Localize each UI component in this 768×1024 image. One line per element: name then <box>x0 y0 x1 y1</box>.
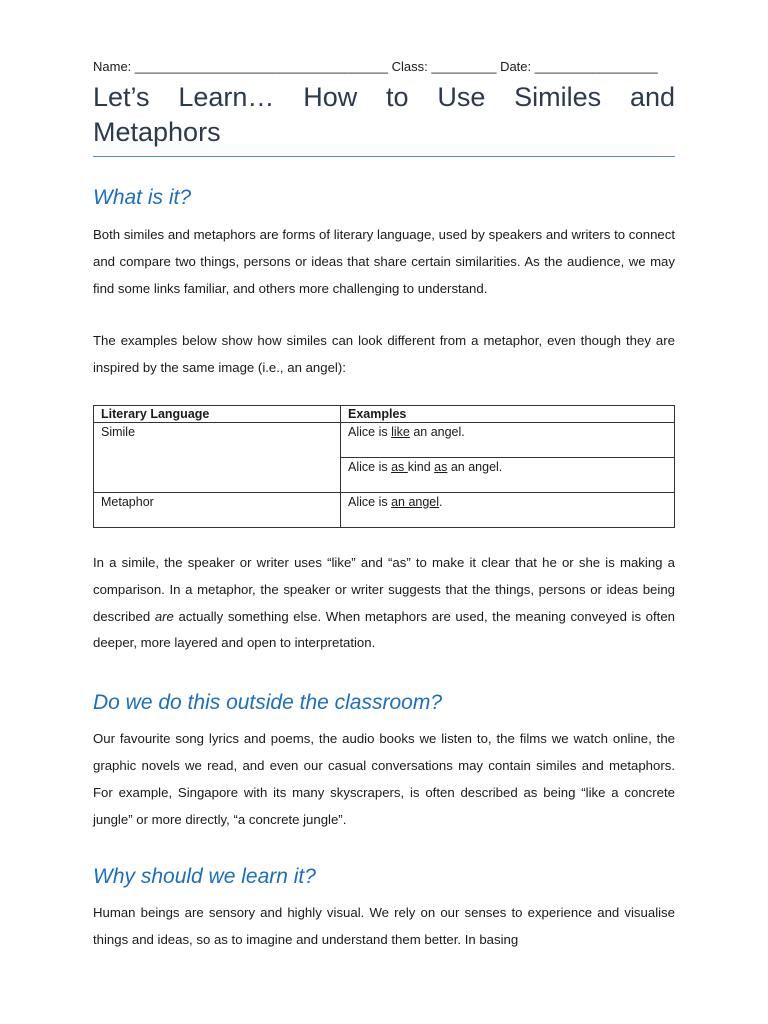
worksheet-page <box>93 58 675 954</box>
heading-why-learn: Why should we learn it? <box>93 865 316 889</box>
date-blank: _________________ <box>534 59 658 74</box>
example-cell: Alice is like an angel. <box>341 422 675 457</box>
table-header-row <box>94 405 675 422</box>
heading-what-is-it: What is it? <box>93 186 192 209</box>
paragraph-simile-vs-metaphor: In a simile, the speaker or writer uses “like” and “as” to make it clear that he or she is making a comparison. In a metaphor, the speaker or writer suggests that the things, persons or ideas being described are actually something else. When metaphors are used, the meaning conveyed is often deeper, more layered and open to interpretation. <box>93 554 675 651</box>
class-label: Class: <box>391 59 428 74</box>
simile-cell: Simile <box>94 422 341 492</box>
student-info-line <box>93 58 675 76</box>
paragraph-examples-intro: The examples below show how similes can look different from a metaphor, even though they are inspired by the same image (i.e., an angel): <box>93 333 675 376</box>
table-row <box>94 492 675 527</box>
name-blank: ___________________________________ <box>134 59 388 74</box>
date-label: Date: <box>500 59 532 74</box>
paragraph-why-learn: Human beings are sensory and highly visual. We rely on our senses to experience and visualise things and ideas, so as to imagine and understand them better. In basing <box>93 905 675 948</box>
example-cell: Alice is as kind as an angel. <box>341 457 675 492</box>
name-label: Name: <box>93 59 132 74</box>
paragraph-definition: Both similes and metaphors are forms of literary language, used by speakers and writers to connect and compare two things, persons or ideas that share certain similarities. As the audience, we may find some links familiar, and others more challenging to understand. <box>93 227 675 296</box>
heading-outside-classroom: Do we do this outside the classroom? <box>93 691 443 715</box>
table-header-cell: Literary Language <box>94 405 341 422</box>
paragraph-everyday-examples: Our favourite song lyrics and poems, the audio books we listen to, the films we watch online, the graphic novels we read, and even our casual conversations may contain similes and metaphors. For example, Singapore with its many skyscrapers, is often described as being “like a concrete jungle” or more directly, “a concrete jungle”. <box>93 731 675 827</box>
example-cell: Alice is an angel. <box>341 492 675 527</box>
title-divider <box>93 156 675 157</box>
table-header-cell: Examples <box>341 405 675 422</box>
metaphor-cell: Metaphor <box>94 492 341 527</box>
examples-table <box>93 405 675 528</box>
class-blank: _________ <box>431 59 497 74</box>
page-title: Let’s Learn… How to Use Similes and Metaphors <box>93 82 675 147</box>
table-row <box>94 422 675 457</box>
